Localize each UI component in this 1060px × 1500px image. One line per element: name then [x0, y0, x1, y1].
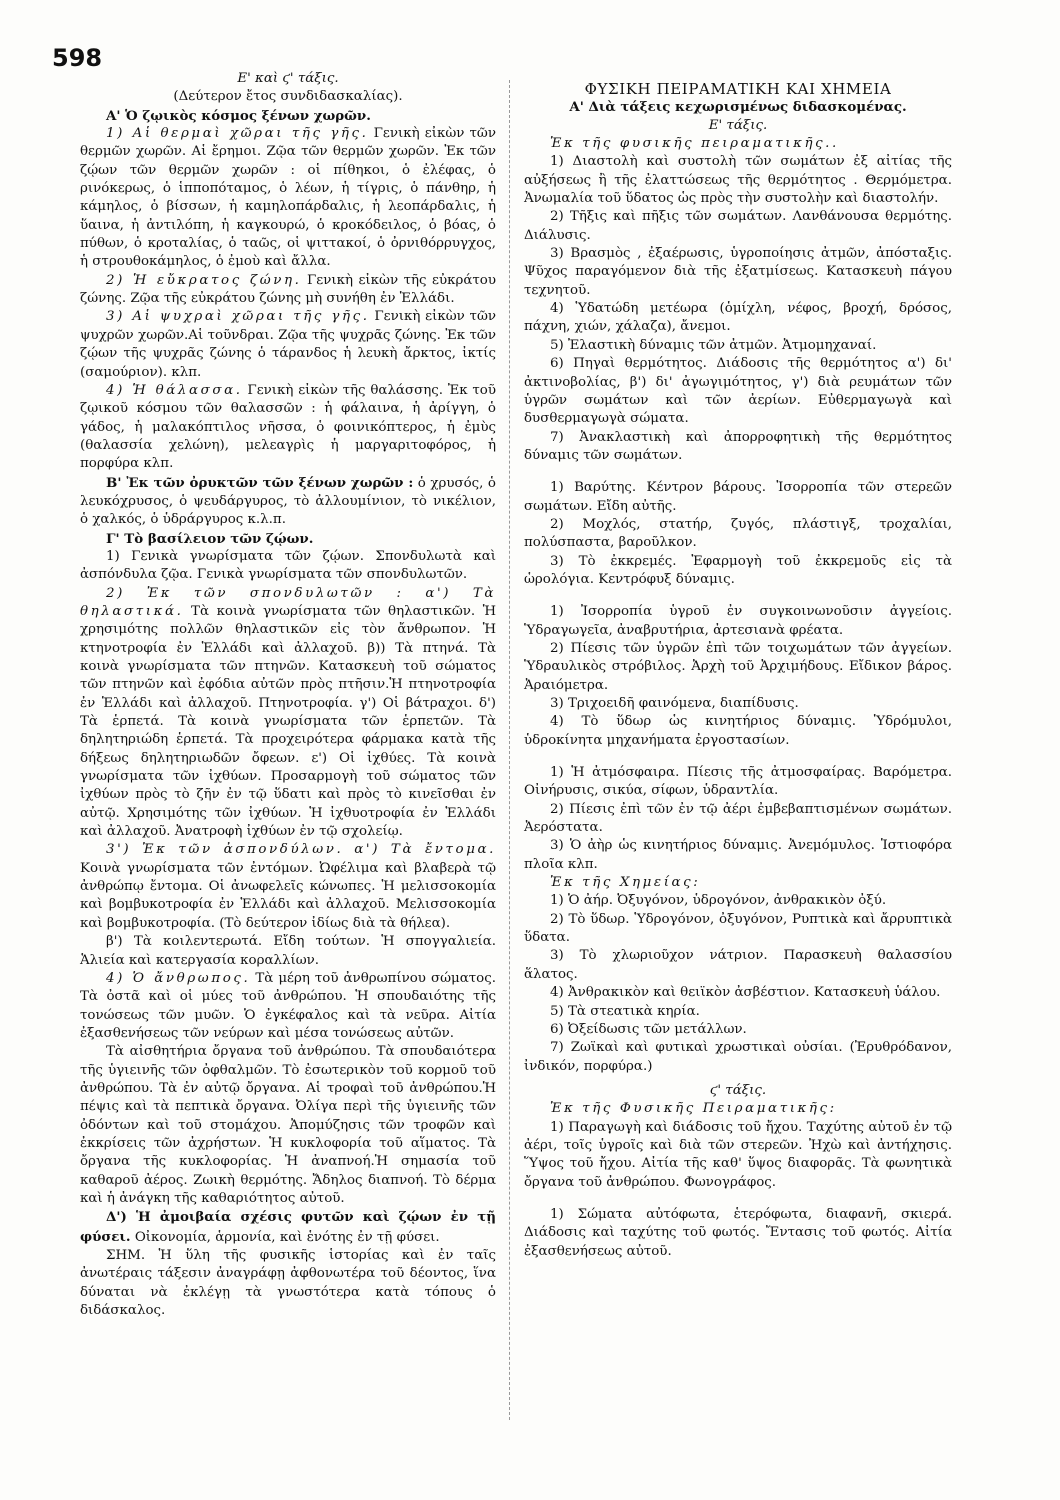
grade-heading: Ε' καὶ ϛ' τάξις.	[237, 71, 339, 86]
list-item: 3) Βρασμὸς , ἐξαέρωσις, ὑγροποίησις ἀτμῶν, ἀπόσταξις. Ψῦχος παραγόμενον διὰ τῆς ἐξατμίσεως. Κατασκευὴ πάγου τεχνητοῦ.	[524, 246, 952, 298]
paragraph-title: 4) Ὁ ἄνθρωπος.	[106, 970, 251, 986]
section-b-text: ὁ χρυσός, ὁ λευκόχρυσος, ὁ ψευδάργυρος, τὸ ἀλλουμίνιον, τὸ νικέλιον, ὁ χαλκός, ὁ ὑδράργυρος κ.λ.π.	[80, 475, 496, 528]
paragraph-cold-lands	[80, 308, 496, 381]
section-c-heading: Γ' Τὸ βασίλειον τῶν ζῴων.	[106, 530, 314, 547]
list-item: 6) Πηγαὶ θερμότητος. Διάδοσις τῆς θερμότητος α') δι' ἀκτινοβολίας, β') δι' ἀγωγιμότητος, γ') διὰ ρευμάτων τῶν ὑγρῶν σωμάτων καὶ τῶν ἀερίων. Εὐθερμαγωγὰ καὶ δυσθερμαγωγὰ σώματα.	[524, 356, 952, 427]
paragraph-text: Γενικὴ εἰκὼν τῆς θαλάσσης. Ἐκ τοῦ ζῳικοῦ κόσμου τῶν θαλασσῶν : ἡ φάλαινα, ἡ ἀρίγγη, ὁ γάδος, ἡ μαλακόπτιλος νῆσσα, ὁ φοινικόπτερος, ἡ ἐμὺς (θαλασσία χελώνη), μελεαγρὶς ἡ μαργαριτοφόρος, ἡ πορφύρα κλπ.	[80, 382, 497, 472]
paragraph-human-organs: Τὰ αἰσθητήρια ὄργανα τοῦ ἀνθρώπου. Τὰ σπουδαιότερα τῆς ὑγιεινῆς τῶν ὀφθαλμῶν. Τὸ ἐσωτερικὸν τοῦ κορμοῦ τοῦ ἀνθρώπου. Τὰ ἐν αὐτῷ ὄργανα. Αἱ τροφαὶ τοῦ ἀνθρώπου.Ἡ πέψις καὶ τὰ πεπτικὰ ὄργανα. Ὀλίγα περὶ τῆς ὑγιεινῆς τῶν ὀδόντων καὶ τοῦ στομάχου. Ἀπομύζησις τῶν τροφῶν καὶ ἐκκρίσεις τῶν ἀχρήστων. Ἡ κυκλοφορία τοῦ αἵματος. Τὰ ὄργανα τῆς κυκλοφορίας. Ἡ ἀναπνοή.Ἡ σημασία τοῦ καθαροῦ ἀέρος. Ζωικὴ θερμότης. Ἄδηλος διαπνοή. Τὸ δέρμα καὶ ἡ ἀνάγκη τῆς καθαριότητος αὐτοῦ.	[80, 1044, 496, 1206]
paragraph-text: Γενικὴ εἰκὼν τῶν θερμῶν χωρῶν. Αἱ ἔρημοι. Ζῷα τῶν θερμῶν χωρῶν. Ἐκ τῶν ζῴων τῶν θερμῶν χωρῶν : οἱ πίθηκοι, ὁ ἐλέφας, ὁ ρινόκερως, ὁ ἱπποπόταμος, ὁ λέων, ἡ τίγρις, ὁ πάνθηρ, ἡ κάμηλος, ὁ βίσσων, ἡ καμηλοπάρδαλις, ἡ λεοπάρδαλις, ἡ ὕαινα, ἡ ἀντιλόπη, ἡ καγκουρώ, ὁ κροκόδειλος, ὁ βόας, ὁ πύθων, ὁ κροταλίας, ὁ ταῶς, οἱ ψιττακοί, ὁ ὀρνιθόρρυγχος, ἡ στρουθοκάμηλος, ὁ ἐμοὺ καὶ ἄλλα.	[80, 126, 496, 270]
hydrostatics-topics-list	[524, 603, 952, 750]
list-item: 2) Πίεσις τῶν ὑγρῶν ἐπὶ τῶν τοιχωμάτων τῶν ἀγγείων. Ὑδραυλικὸς στρόβιλος. Ἀρχὴ τοῦ Ἀρχιμήδους. Εἴδικον βάρος. Ἀραιόμετρα.	[524, 640, 952, 693]
grade-heading-st: ϛ' τάξις.	[709, 1082, 767, 1098]
paragraph-warm-lands	[80, 125, 496, 272]
paragraph-coelenterates: β') Τὰ κοιλεντερωτά. Εἴδη τούτων. Ἡ σπογγαλιεία. Ἁλιεία καὶ κατεργασία κοραλλίων.	[80, 934, 496, 968]
paragraph-title: 3) Αἱ ψυχραὶ χῶραι τῆς γῆς.	[106, 309, 370, 325]
list-item: 3) Τὸ χλωριοῦχον νάτριον. Παρασκευὴ θαλασσίου ἅλατος.	[524, 948, 952, 982]
paragraph-title: 3') Ἐκ τῶν ἀσπονδύλων. α') Τὰ ἔντομα.	[106, 842, 496, 858]
paragraph-text: Τὰ κοινὰ γνωρίσματα τῶν θηλαστικῶν. Ἡ χρησιμότης πολλῶν θηλαστικῶν εἰς τὸν ἄνθρωπον. Ἡ κτηνοτροφία ἐν Ἑλλάδι καὶ ἀλλαχοῦ. β)) Τὰ πτηνά. Τὰ κοινὰ γνωρίσματα τῶν πτηνῶν. Κατασκευὴ τοῦ σώματος τῶν πτηνῶν καὶ ἐφόδια αὐτῶν πρὸς πτῆσιν.Ἡ πτηνοτροφία ἐν Ἑλλάδι καὶ ἀλλαχοῦ. Πτηνοτροφία. γ') Οἱ βάτραχοι. δ') Τὰ ἑρπετά. Τὰ κοινὰ γνωρίσματα τῶν ἑρπετῶν. Τὰ δηλητηριώδη ἑρπετά. Τὰ προχειρότερα φάρμακα κατὰ τῆς δήξεως δηλητηριωδῶν ὄφεων. ε') Οἱ ἰχθύες. Τὰ κοινὰ γνωρίσματα τῶν ἰχθύων. Προσαρμογὴ τοῦ σώματος τῶν ἰχθύων πρὸς τὸ ζῆν ἐν τῷ ὕδατι καὶ πρὸς τὸ κινεῖσθαι ἐν αὐτῷ. Χρησιμότης τῶν ἰχθύων. Ἡ ἰχθυοτροφία ἐν Ἑλλάδι καὶ ἀλλαχοῦ. Ἀνατροφὴ ἰχθύων ἐν τῷ σχολείῳ.	[80, 603, 496, 840]
paragraph-title: 1) Αἱ θερμαὶ χῶραι τῆς γῆς.	[106, 126, 369, 142]
subheading: (Δεύτερον ἔτος συνδιδασκαλίας).	[173, 89, 403, 105]
list-item: 1) Διαστολὴ καὶ συστολὴ τῶν σωμάτων ἐξ αἰτίας τῆς αὐξήσεως ἢ τῆς ἐλαττώσεως τῆς θερμότητος . Θερμόμετρα. Ἀνωμαλία τοῦ ὕδατος ὡς πρὸς τὴν συστολὴν καὶ διαστολήν.	[524, 154, 952, 207]
paragraph-animal-features: 1) Γενικὰ γνωρίσματα τῶν ζῴων. Σπονδυλωτὰ καὶ ἀσπόνδυλα ζῷα. Γενικὰ γνωρίσματα τῶν σπονδυλωτῶν.	[80, 548, 496, 583]
list-item: 1) Ὁ ἀήρ. Ὀξυγόνον, ὑδρογόνον, ἀνθρακικὸν ὀξύ.	[550, 893, 887, 909]
chemistry-topics-list	[524, 892, 952, 1075]
section-b	[80, 474, 496, 530]
list-item: 3) Τριχοειδῆ φαινόμενα, διαπίδυσις.	[550, 696, 799, 711]
physics-label-2: Ἐκ τῆς Φυσικῆς Πειραματικῆς:	[550, 1101, 837, 1117]
paragraph-title: 4) Ἡ θάλασσα.	[106, 382, 243, 398]
main-title: ΦΥΣΙΚΗ ΠΕΙΡΑΜΑΤΙΚΗ ΚΑΙ ΧΗΜΕΙΑ	[584, 80, 892, 98]
paragraph-temperate-zone	[80, 272, 496, 309]
list-item: 5) Τὰ στεατικὰ κηρία.	[550, 1003, 700, 1019]
list-item: 7) Ζωϊκαὶ καὶ φυτικαὶ χρωστικαὶ οὐσίαι. (Ἐρυθρόδανον, ἰνδικόν, πορφύρα.)	[524, 1040, 952, 1074]
list-item: 5) Ἐλαστικὴ δύναμις τῶν ἀτμῶν. Ἀτμομηχαναί.	[550, 337, 877, 353]
list-item: 7) Ἀνακλαστικὴ καὶ ἀπορροφητικὴ τῆς θερμότητος δύναμις τῶν σωμάτων.	[524, 429, 952, 463]
physics-label: Ἐκ τῆς φυσικῆς πειραματικῆς..	[550, 136, 839, 152]
paragraph-text: Γενικὴ εἰκὼν τῶν ψυχρῶν χωρῶν.Αἱ τοῦνδραι. Ζῷα τῆς ψυχρᾶς ζώνης. Ἐκ τῶν ζῴων τῆς ψυχρᾶς ζώνης ὁ τάρανδος ἡ λευκὴ ἄρκτος, ἰκτίς (σαμούριον). κλπ.	[80, 309, 497, 380]
paragraph-text: Κοινὰ γνωρίσματα τῶν ἐντόμων. Ὠφέλιμα καὶ βλαβερὰ τῷ ἀνθρώπῳ ἔντομα. Οἱ ἀνωφελεῖς κώνωπες. Ἡ μελισσοκομία καὶ βομβυκοτροφία ἐν Ἑλλάδι καὶ ἀλλαχοῦ. Μελισσοκομία καὶ βομβυκοτροφία. (Τὸ δεύτερον ἰδίως διὰ τὰ θήλεα).	[80, 860, 496, 931]
list-item: 4) Ὑδατώδη μετέωρα (ὁμίχλη, νέφος, βροχή, δρόσος, πάχνη, χιών, χάλαζα), ἄνεμοι.	[524, 301, 952, 335]
list-item: 2) Τὸ ὕδωρ. Ὑδρογόνον, ὀξυγόνον, Ρυπτικὰ καὶ ἄρρυπτικὰ ὕδατα.	[524, 911, 952, 946]
section-b-heading: Β' Ἐκ τῶν ὀρυκτῶν τῶν ξένων χωρῶν :	[106, 474, 414, 491]
section-a-heading: Α' Ὁ ζῳικὸς κόσμος ξένων χωρῶν.	[106, 107, 371, 124]
list-item: 4) Ἀνθρακικὸν καὶ θειϊκὸν ἀσβέστιον. Κατασκευὴ ὑάλου.	[550, 985, 941, 1001]
paragraph-vertebrates	[80, 585, 496, 842]
list-item: 2) Πίεσις ἐπὶ τῶν ἐν τῷ ἀέρι ἐμβεβαπτισμένων σωμάτων. Ἀερόστατα.	[524, 801, 952, 836]
paragraph-title: 2) Ἡ εὔκρατος ζώνη.	[106, 272, 302, 288]
chemistry-label: Ἐκ τῆς Χημείας:	[550, 875, 701, 891]
list-item: 1) Βαρύτης. Κέντρον βάρους. Ἰσορροπία τῶν στερεῶν σωμάτων. Εἴδη αὐτῆς.	[524, 480, 952, 514]
light-topics-list	[524, 1206, 952, 1261]
list-item: 3) Τὸ ἐκκρεμές. Ἐφαρμογὴ τοῦ ἐκκρεμοῦς εἰς τὰ ὡρολόγια. Κεντρόφυξ δύναμις.	[524, 553, 952, 587]
air-topics-list	[524, 764, 952, 874]
list-item: 1) Ἰσορροπία ὑγροῦ ἐν συγκοινωνοῦσιν ἀγγείοις. Ὑδραγωγεῖα, ἀναβρυτήρια, ἀρτεσιανὰ φρέατα.	[524, 604, 952, 638]
paragraph-text: Τὰ μέρη τοῦ ἀνθρωπίνου σώματος. Τὰ ὀστᾶ καὶ οἱ μύες τοῦ ἀνθρώπου. Ἡ σπουδαιότης τῆς τονώσεως τῶν μυῶν. Ὁ ἐγκέφαλος καὶ τὰ νεῦρα. Αἰτία ἐξασθενήσεως τῶν νεύρων καὶ μέσα τονώσεως αὐτῶν.	[80, 970, 496, 1041]
page-number: 598	[52, 44, 103, 72]
section-d-text: Οἰκονομία, ἁρμονία, καὶ ἑνότης ἐν τῇ φύσει.	[134, 1229, 440, 1245]
paragraph-sea	[80, 382, 496, 474]
left-column	[80, 70, 496, 1320]
list-item: 1) Ἡ ἀτμόσφαιρα. Πίεσις τῆς ἀτμοσφαίρας. Βαρόμετρα. Οἰνήρυσις, σικύα, σίφων, ὑδραντλία.	[524, 765, 952, 799]
list-item: 3) Ὁ ἀὴρ ὡς κινητήριος δύναμις. Ἀνεμόμυλος. Ἱστιοφόρα πλοῖα κλπ.	[524, 838, 952, 872]
subtitle: Α' Διὰ τάξεις κεχωρισμένως διδασκομένας.	[569, 99, 907, 116]
right-column	[524, 70, 952, 1261]
paragraph-invertebrates	[80, 841, 496, 933]
section-d	[80, 1208, 496, 1247]
list-item: 2) Μοχλός, στατήρ, ζυγός, πλάστιγξ, τροχαλίαι, πολύσπαστα, βαροῦλκον.	[524, 516, 952, 551]
column-divider	[509, 80, 510, 1420]
list-item: 2) Τῆξις καὶ πῆξις τῶν σωμάτων. Λανθάνουσα θερμότης. Διάλυσις.	[524, 209, 952, 243]
paragraph-text: Γενικὴ εἰκὼν τῆς εὐκράτου ζώνης. Ζῷα τῆς εὐκράτου ζώνης μὴ συνήθη ἐν Ἑλλάδι.	[80, 272, 496, 307]
grade-heading-e: Ε' τάξις.	[708, 117, 768, 133]
section-d-heading: Δ') Ἡ ἀμοιβαία σχέσις φυτῶν καὶ ζῴων ἐν τῇ φύσει.	[80, 1209, 496, 1245]
mechanics-topics-list	[524, 479, 952, 589]
list-item: 6) Ὀξείδωσις τῶν μετάλλων.	[550, 1021, 747, 1037]
heat-topics-list	[524, 153, 952, 465]
paragraph-human	[80, 970, 496, 1043]
sound-topics-list	[524, 1119, 952, 1192]
list-item: 1) Σώματα αὐτόφωτα, ἑτερόφωτα, διαφανῆ, σκιερά. Διάδοσις καὶ ταχύτης τοῦ φωτός. Ἔντασις τοῦ φωτός. Αἰτία ἐξασθενήσεως αὐτοῦ.	[524, 1206, 952, 1259]
note-paragraph: ΣΗΜ. Ἡ ὕλη τῆς φυσικῆς ἱστορίας καὶ ἐν ταῖς ἀνωτέραις τάξεσιν ἀναγράφῃ ἀφθονωτέρα τοῦ δέοντος, ἵνα δύναται νὰ ἐκλέγῃ τὰ γνωστότερα κατὰ τόπους ὁ διδάσκαλος.	[80, 1248, 496, 1319]
paragraph-title: 2) Ἐκ τῶν σπονδυλωτῶν : α') Τὰ θηλαστικά.	[80, 585, 496, 619]
list-item: 4) Τὸ ὕδωρ ὡς κινητήριος δύναμις. Ὑδρόμυλοι, ὑδροκίνητα μηχανήματα ἐργοστασίων.	[524, 714, 952, 748]
list-item: 1) Παραγωγὴ καὶ διάδοσις τοῦ ἤχου. Ταχύτης αὐτοῦ ἐν τῷ ἀέρι, τοῖς ὑγροῖς καὶ διὰ τῶν στερεῶν. Ἠχὼ καὶ ἀντήχησις. Ὕψος τοῦ ἤχου. Αἰτία τῆς καθ' ὕψος διαφορᾶς. Τὰ φωνητικὰ ὄργανα τοῦ ἀνθρώπου. Φωνογράφος.	[524, 1119, 952, 1190]
